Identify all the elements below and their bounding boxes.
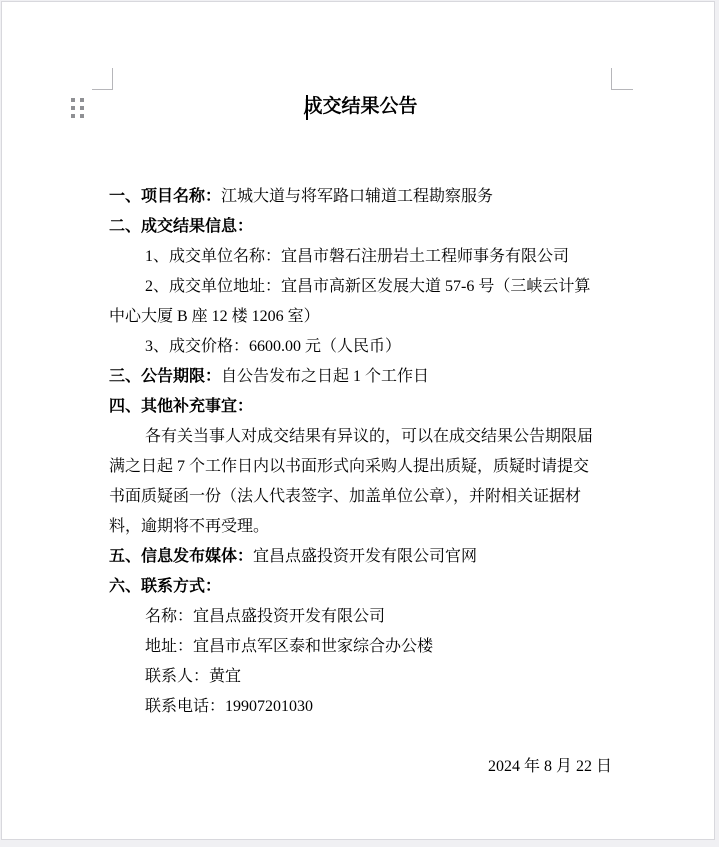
line-text: 3、成交价格：6600.00 元（人民币）	[145, 338, 402, 355]
line-text: 各有关当事人对成交结果有异议的，可以在成交结果公告期限届	[145, 428, 594, 445]
document-content[interactable]	[109, 2, 612, 782]
document-line[interactable]	[109, 662, 612, 692]
document-line[interactable]	[109, 242, 612, 272]
document-line[interactable]	[109, 182, 612, 212]
document-line[interactable]	[109, 392, 612, 422]
drag-handle-icon[interactable]	[71, 98, 84, 118]
line-text: 江城大道与将军路口辅道工程勘察服务	[221, 188, 494, 205]
line-heading-label: 五、信息发布媒体：	[109, 548, 254, 565]
line-heading-label: 二、成交结果信息：	[109, 218, 254, 235]
line-text: 联系人：黄宜	[145, 668, 242, 685]
document-line[interactable]	[109, 332, 612, 362]
line-heading-label: 一、项目名称：	[109, 188, 222, 205]
line-heading-label: 三、公告期限：	[109, 368, 222, 385]
line-text: 满之日起 7 个工作日内以书面形式向采购人提出质疑，质疑时请提交	[109, 458, 590, 475]
document-page[interactable]	[1, 1, 715, 840]
document-line[interactable]	[109, 512, 612, 542]
line-text: 1、成交单位名称：宜昌市磐石注册岩土工程师事务有限公司	[145, 248, 570, 265]
document-lines	[109, 182, 612, 722]
document-line[interactable]	[109, 692, 612, 722]
document-line[interactable]	[109, 572, 612, 602]
document-line[interactable]	[109, 482, 612, 512]
document-line[interactable]	[109, 272, 612, 302]
line-heading-label: 六、联系方式：	[109, 578, 222, 595]
line-text: 联系电话：19907201030	[145, 698, 314, 715]
line-text: 书面质疑函一份（法人代表签字、加盖单位公章），并附相关证据材	[109, 488, 582, 505]
line-text: 中心大厦 B 座 12 楼 1206 室）	[109, 308, 320, 325]
line-text: 自公告发布之日起 1 个工作日	[221, 368, 430, 385]
document-line[interactable]	[109, 212, 612, 242]
line-text: 名称：宜昌点盛投资开发有限公司	[145, 608, 386, 625]
document-line[interactable]	[109, 452, 612, 482]
document-line[interactable]	[109, 302, 612, 332]
line-text: 宜昌点盛投资开发有限公司官网	[253, 548, 478, 565]
page-title[interactable]: 成交结果公告	[303, 96, 418, 117]
line-heading-label: 四、其他补充事宜：	[109, 398, 254, 415]
document-line[interactable]	[109, 632, 612, 662]
line-text: 料，逾期将不再受理。	[109, 518, 270, 535]
line-text: 地址：宜昌市点军区泰和世家综合办公楼	[145, 638, 434, 655]
document-line[interactable]	[109, 602, 612, 632]
document-line[interactable]	[109, 422, 612, 452]
document-line[interactable]	[109, 542, 612, 572]
margin-corner-right-icon	[611, 68, 633, 90]
document-line[interactable]	[109, 362, 612, 392]
line-text: 2、成交单位地址：宜昌市高新区发展大道 57-6 号（三峡云计算	[145, 278, 591, 295]
document-date[interactable]: 2024 年 8 月 22 日	[487, 758, 612, 775]
